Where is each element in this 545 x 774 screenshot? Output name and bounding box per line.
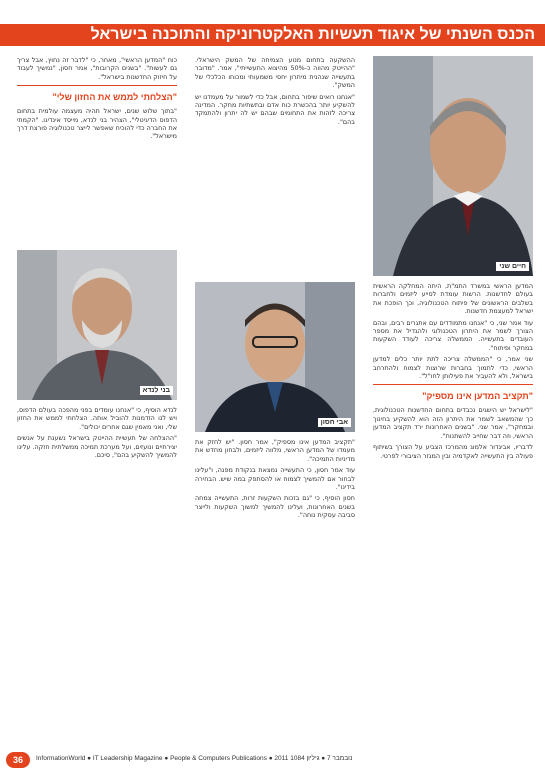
paragraph: לדבריו, אביגדור אלמוג מהמרכז הצביע על הצורך בשיתוף פעולה בין התעשייה לאקדמיה ובין המגזר הציבורי לפרטי. [373, 443, 533, 460]
article-column-middle [195, 56, 355, 276]
paragraph: עוד אמר חסון, כי התעשייה נמצאת בנקודת מפנה, ו"עלינו לבחור אם להמשיך לצמוח או להסתפק במה שיש. הבחירה בידינו". [195, 466, 355, 492]
paragraph: כוח "המדען הראשי", מאחר, כי "לדבר זה נחוץ, אבל צריך גם לעשות". "בשנים הקרובות", אמר חסון, "נמשיך לעבוד על חיזוק החדשנות בישראל". [17, 56, 177, 81]
photo-person3 [17, 250, 177, 400]
paragraph: "בתוך שלוש שנים, ישראל תהיה מעצמה עולמית בתחום הדפוס הדיגיטלי", הצהיר בני לנדא, מייסד אינדיגו. "הקמתי את החברה כדי להוכיח שאפשר לייצר טכנולוגיה פורצת דרך מישראל". [17, 107, 177, 141]
page-banner-title: הכנס השנתי של איגוד תעשיות האלקטרוניקה והתוכנה בישראל [0, 24, 545, 46]
page-footer [0, 752, 545, 768]
paragraph: ההשקעה בתחום מנוע הצמיחה של המשק הישראלי. "ההייטק מהווה כ-50% מהיצוא התעשייתי", אמר. "מדובר בתעשייה שנהנית מיתרון יחסי משמעותי ומכוחו הכלכלי של המשק". [195, 56, 355, 90]
caption-person3: בני לנדא [140, 386, 173, 395]
article-column-left [17, 56, 177, 246]
portrait-image [17, 250, 177, 400]
footer-publication-info: InformationWorld ● IT Leadership Magazine ● People & Computers Publications ● 2011 נובמבר 7 ● גיליון 1084 [36, 755, 353, 762]
paragraph: חסון הוסיף, כי "גם בזכות השקעות זרות, התעשייה צמחה בשנים האחרונות, ועלינו להמשיך למשוך השקעות ולייצר סביבה עסקית נוחה". [195, 494, 355, 520]
photo-person1 [373, 56, 533, 276]
article-column-right [373, 282, 533, 732]
portrait-image [373, 56, 533, 276]
photo-person2 [195, 282, 355, 432]
portrait-image [195, 282, 355, 432]
caption-person2: אבי חסון [318, 418, 351, 427]
paragraph: "ההצלחה של תעשיית ההייטק בישראל נשענת על אנשים יצירתיים ונועזים, ועל מערכת תמיכה ממשלתית חזקה. עלינו להמשיך להשקיע בהם", סיכם. [17, 434, 177, 460]
page-number: 36 [6, 752, 30, 768]
subheading: "תקציב המדען אינו מספיק" [422, 391, 533, 402]
divider [17, 85, 177, 86]
paragraph: "לישראל יש הישגים נכבדים בתחום החדשנות הטכנולוגית, כך שהמשאב לשמר את היתרון הזה הוא להשקיע בחינוך ובמחקר", אמר שני. "בשנים האחרונות ירד תקציב המדען הראשי, וזה דבר שחייב להשתנות". [373, 406, 533, 440]
subheading: "הצלחתי לממש את החזון שלי" [52, 92, 177, 103]
paragraph: "אנחנו רואים שיפור בתחום, אבל כדי לשמור על מעמדנו יש להשקיע יותר בהכשרת כוח אדם ובתשתיות מחקר. המדינה צריכה לזהות את התחומים שבהם יש לה יתרון ולהתמקד בהם". [195, 92, 355, 126]
divider [373, 384, 533, 385]
caption-person1: חיים שני [496, 262, 529, 271]
paragraph: שני אמר, כי "הממשלה צריכה לתת יותר כלים למדען הראשי, כדי לתמוך בחברות שרוצות לצמוח ולהתרחב בישראל, ולא להעביר את פעילותן לחו"ל". [373, 355, 533, 381]
paragraph: עוד אמר שני, כי "אנחנו מתמודדים עם אתגרים רבים, ובהם הצורך לשמר את היתרון הטכנולוגי ולהגדיל את מספר העובדים בתעשייה. הממשלה צריכה לעודד השקעות במחקר ופיתוח". [373, 318, 533, 352]
article-column-left-lower [17, 406, 177, 732]
paragraph: לנדא הוסיף, כי "אנחנו עומדים בפני מהפכה בעולם הדפוס, ויש לנו הזדמנות להוביל אותה. הצלחתי לממש את החזון שלי, ואני מאמין שגם אחרים יכולים". [17, 406, 177, 431]
paragraph: המדען הראשי במשרד התמ"ת, היתה המחלקה הראשית בעולם לחדשנות. הרשות עומדת לסייע ליזמים ולחברות בשלבים הראשונים של פיתוח הטכנולוגיה, וכך הופכת את ישראל למעצמת חדשנות. [373, 282, 533, 316]
paragraph: "תקציב המדען אינו מספיק", אמר חסון. "יש לחזק את מעמדו של המדען הראשי, מלווה ליזמים, ולבחון מחדש את מדיניות התמיכה". [195, 438, 355, 463]
article-column-middle-lower [195, 438, 355, 732]
